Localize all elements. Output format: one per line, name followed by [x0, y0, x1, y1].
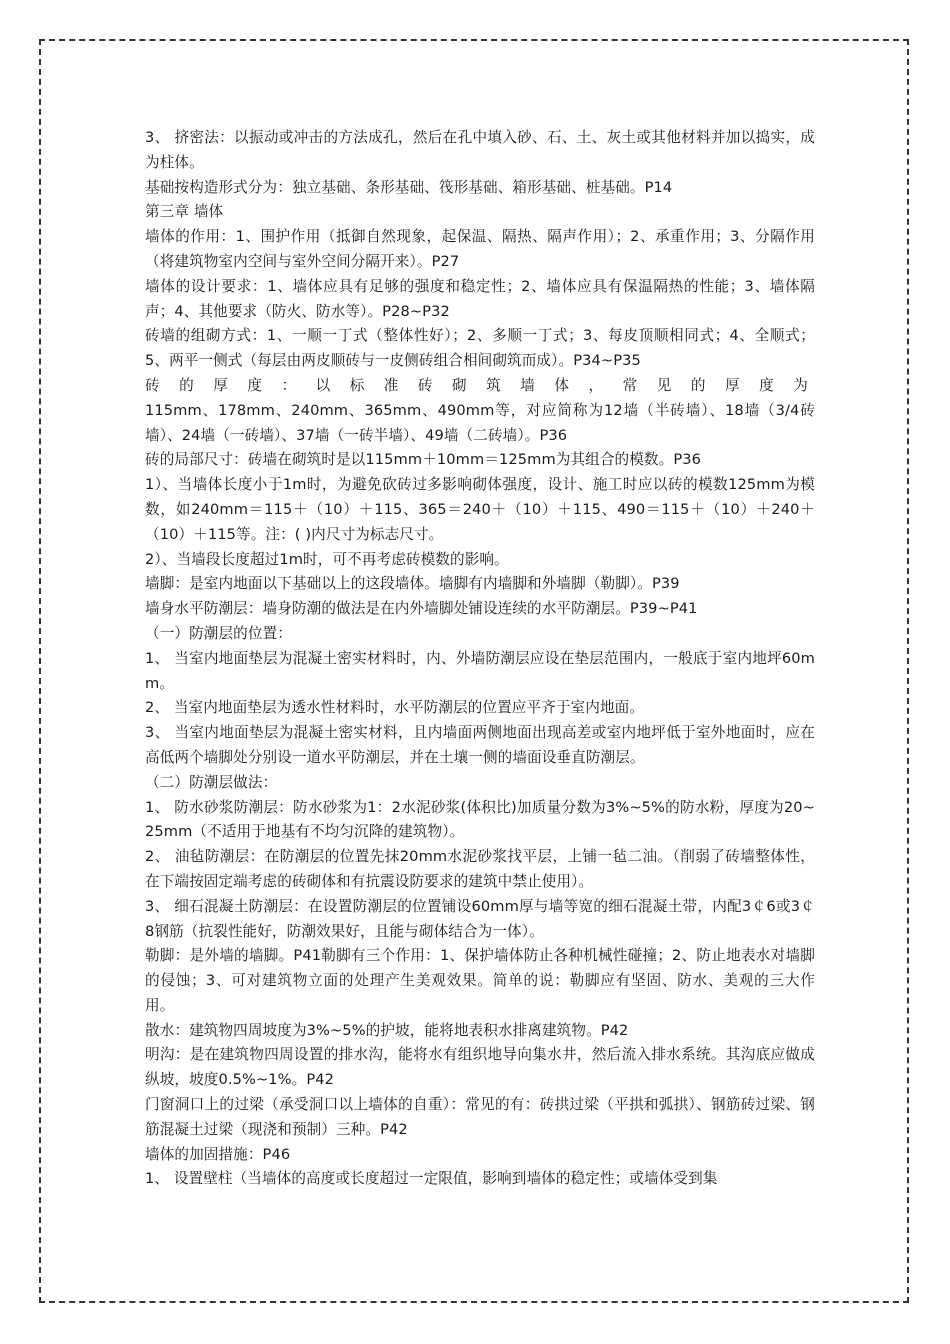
subheading-dpc-methods: （二）防潮层做法：: [145, 773, 278, 791]
paragraph-dpc-position-1: 1、 当室内地面垫层为混凝土密实材料时，内、外墙防潮层应设在垫层范围内，一般底于室内地坪60mm。: [145, 649, 815, 692]
chapter-heading: 第三章 墙体: [145, 203, 224, 221]
paragraph-dpc-method-3: 3、 细石混凝土防潮层：在设置防潮层的位置铺设60mm厚与墙等宽的细石混凝土带，内配3￠6或3￠8钢筋（抗裂性能好，防潮效果好，且能与砌体结合为一体）。: [145, 897, 815, 940]
paragraph-wall-design-requirements: 墙体的设计要求：1、墙体应具有足够的强度和稳定性；2、墙体应具有保温隔热的性能；3、墙体隔声；4、其他要求（防火、防水等）。P28~P32: [145, 277, 815, 320]
paragraph-wall-foot: 墙脚：是室内地面以下基础以上的这段墙体。墙脚有内墙脚和外墙脚（勒脚）。P39: [145, 575, 680, 593]
paragraph-dpc-method-2: 2、 油毡防潮层：在防潮层的位置先抹20mm水泥砂浆找平层，上铺一毡二油。（削弱了砖墙整体性，在下端按固定端考虑的砖砌体和有抗震设防要求的建筑中禁止使用）。: [145, 848, 815, 890]
document-body: [145, 126, 815, 1192]
paragraph-brick-local-dimensions: 砖的局部尺寸：砖墙在砌筑时是以115mm＋10mm＝125mm为其组合的模数。P36: [145, 451, 701, 469]
paragraph-brick-thickness-intro: 砖的厚度：以标准砖砌筑墙体，常见的厚度为: [145, 376, 815, 394]
paragraph-lintels: 门窗洞口上的过梁（承受洞口以上墙体的自重）：常见的有：砖拱过梁（平拱和弧拱）、钢筋砖过梁、钢筋混凝土过梁（现浇和预制）三种。P42: [145, 1096, 815, 1138]
paragraph-apron: 散水：建筑物四周坡度为3%~5%的护坡，能将地表积水排离建筑物。P42: [145, 1021, 629, 1039]
paragraph-dpc-position-3: 3、 当室内地面垫层为混凝土密实材料，且内墙面两侧地面出现高差或室内地坪低于室外地面时，应在高低两个墙脚处分别设一道水平防潮层，并在土壤一侧的墙面设垂直防潮层。: [145, 724, 815, 766]
paragraph-brick-bond-methods: 砖墙的组砌方式：1、一顺一丁式（整体性好）；2、多顺一丁式；3、每皮顶顺相同式；4、全顺式；5、两平一侧式（每层由两皮顺砖与一皮侧砖组合相间砌筑而成）。P34~P35: [145, 327, 815, 370]
paragraph-dpc-position-2: 2、 当室内地面垫层为透水性材料时，水平防潮层的位置应平齐于室内地面。: [145, 699, 645, 717]
paragraph-damp-proof-course: 墙身水平防潮层：墙身防潮的做法是在内外墙脚处铺设连续的水平防潮层。P39~P41: [145, 600, 698, 618]
paragraph-dpc-method-1: 1、 防水砂浆防潮层：防水砂浆为1：2水泥砂浆(体积比)加质量分数为3%~5%的防水粉，厚度为20~25mm（不适用于地基有不均匀沉降的建筑物）。: [145, 798, 815, 841]
paragraph-wall-length-over-1m: 2）、当墙段长度超过1m时，可不再考虑砖模数的影响。: [145, 550, 509, 568]
paragraph-wall-functions: 墙体的作用：1、围护作用（抵御自然现象，起保温、隔热、隔声作用）；2、承重作用；3、分隔作用（将建筑物室内空间与室外空间分隔开来）。P27: [145, 228, 815, 270]
subheading-dpc-position: （一）防潮层的位置：: [145, 624, 292, 642]
paragraph-open-drain: 明沟：是在建筑物四周设置的排水沟，能将水有组织地导向集水井，然后流入排水系统。其沟底应做成纵坡，坡度0.5%~1%。P42: [145, 1046, 815, 1089]
paragraph-pilasters: 1、 设置壁柱（当墙体的高度或长度超过一定限值，影响到墙体的稳定性；或墙体受到集: [145, 1170, 718, 1188]
paragraph-brick-thickness-values: 115mm、178mm、240mm、365mm、490mm等，对应简称为12墙（半砖墙）、18墙（3/4砖墙）、24墙（一砖墙）、37墙（一砖半墙）、49墙（二砖墙）。P36: [145, 401, 815, 444]
paragraph-foundation-types: 基础按构造形式分为：独立基础、条形基础、筏形基础、箱形基础、桩基础。P14: [145, 178, 673, 196]
paragraph-wall-reinforcement: 墙体的加固措施：P46: [145, 1145, 291, 1163]
paragraph-plinth: 勒脚：是外墙的墙脚。P41勒脚有三个作用：1、保护墙体防止各种机械性碰撞；2、防止地表水对墙脚的侵蚀；3、可对建筑物立面的处理产生美观效果。简单的说：勒脚应有坚固、防水、美观的三大作用。: [145, 947, 815, 1014]
paragraph-compaction-method: 3、 挤密法：以振动或冲击的方法成孔，然后在孔中填入砂、石、土、灰土或其他材料并加以捣实，成为柱体。: [145, 129, 815, 171]
paragraph-wall-length-under-1m: 1）、当墙体长度小于1m时，为避免砍砖过多影响砌体强度，设计、施工时应以砖的模数125mm为模数，如240mm＝115＋（10）＋115、365＝240＋（10）＋115、490＝115＋（10）＋240＋（10）＋115等。注：( )内尺寸为标志尺寸。: [145, 476, 815, 543]
